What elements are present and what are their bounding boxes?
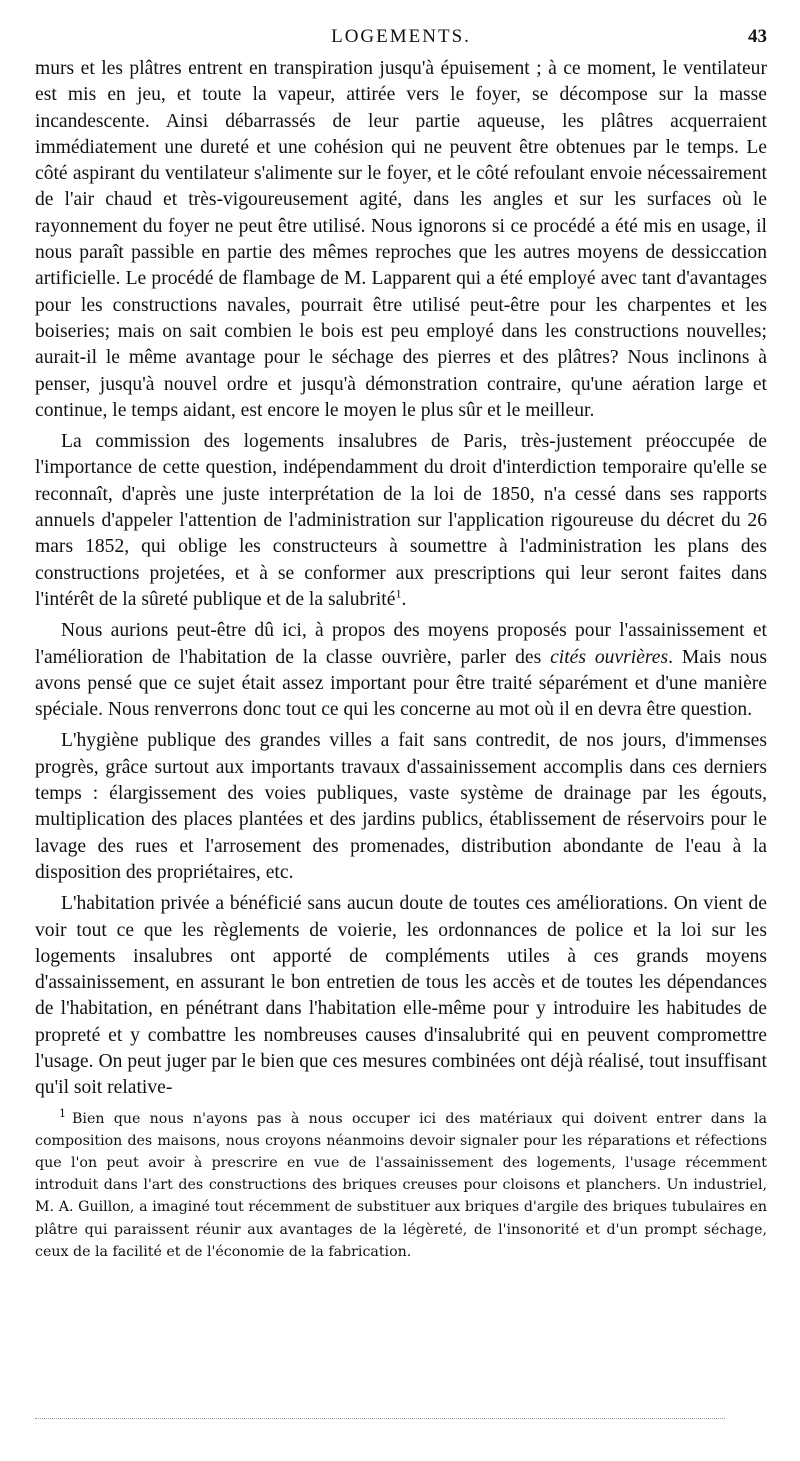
paragraph-3-end: . Mais nous avons pensé que ce sujet était assez important pour être traité séparément et d'une manière spéciale. Nous renverrons donc tout ce qui les concerne au mot où il en devra être question. <box>35 646 767 721</box>
footnote-reference: 1 <box>395 586 402 601</box>
footnote <box>35 1108 767 1263</box>
paragraph-3 <box>35 618 767 723</box>
paragraph-5: L'habitation privée a bénéficié sans aucun doute de toutes ces améliorations. On vient de voir tout ce que les règlements de voierie, les ordonnances de police et la loi sur les logements insalubres ont apporté de compléments utiles à ces grands moyens d'assainissement, en assurant le bon entretien de tous les accès et de toutes les dépendances de l'habitation, en pénétrant dans l'habitation elle-même pour y introduire les habitudes de propreté et y combattre les nombreuses causes d'insalubrité qui en peuvent compromettre l'usage. On peut juger par le bien que ces mesures combinées ont déjà réalisé, tout insuffisant qu'il soit relative- <box>35 893 767 1099</box>
paragraph-3-italic-term: cités ouvrières <box>550 646 669 668</box>
page-number: 43 <box>748 26 767 47</box>
paragraph-1: murs et les plâtres entrent en transpiration jusqu'à épuisement ; à ce moment, le ventilateur est mis en jeu, et toute la vapeur, attirée vers le foyer, se décompose sur la masse incandescente. Ainsi débarrassés de leur partie aqueuse, les plâtres acquerraient immédiatement une dureté et une cohésion qui ne peuvent être obtenues par le temps. Le côté aspirant du ventilateur s'alimente sur le foyer, et le côté refoulant envoie nécessairement de l'air chaud et très-vigoureusement agité, dans les angles et sur les surfaces où le rayonnement du foyer ne peut être utilisé. Nous ignorons si ce procédé a été mis en usage, il nous paraît passible en partie des mêmes reproches que les autres moyens de dessiccation artificielle. Le procédé de flambage de M. Lapparent qui a été employé avec tant d'avantages pour les constructions navales, pourrait être utilisé peut-être pour les charpentes et les boiseries; mais on sait combien le bois est peu employé dans les constructions nouvelles; aurait-il le même avantage pour le séchage des pierres et des plâtres? Nous inclinons à penser, jusqu'à nouvel ordre et jusqu'à démonstration contraire, qu'une aération large et continue, le temps aidant, est encore le moyen le plus sûr et le meilleur. <box>35 58 767 421</box>
page-header <box>35 26 767 56</box>
footnote-text: Bien que nous n'ayons pas à nous occuper ici des matériaux qui doivent entrer dans la composition des maisons, nous croyons néanmoins devoir signaler pour les réparations et réfections que l'on peut avoir à prescrire en vue de l'assainissement des logements, l'usage récemment introduit dans l'art des constructions des briques creuses pour cloisons et planchers. Un industriel, M. A. Guillon, a imaginé tout récemment de substituer aux briques d'argile des briques tubulaires en plâtre qui paraissent réunir aux avantages de la légèreté, de l'insonorité et d'un prompt séchage, ceux de la facilité et de l'économie de la fabrication. <box>35 1110 767 1260</box>
bottom-divider <box>35 1418 725 1419</box>
paragraph-2-text: La commission des logements insalubres de Paris, très-justement préoccupée de l'importance de cette question, indépendamment du droit d'interdiction temporaire qu'elle se reconnaît, d'après une juste interprétation de la loi de 1850, n'a cessé dans ses rapports annuels d'appeler l'attention de l'administration sur l'application rigoureuse du décret du 26 mars 1852, qui oblige les constructeurs à soumettre à l'administration les plans des constructions projetées, et à se conformer aux prescriptions qui leur seront faites dans l'intérêt de la sûreté publique et de la salubrité <box>35 431 767 610</box>
book-page <box>35 26 767 1263</box>
running-title: LOGEMENTS. <box>331 26 471 47</box>
paragraph-3-text: Nous aurions peut-être dû ici, à propos des moyens proposés pour l'assainissement et l'amélioration de l'habitation de la classe ouvrière, parler des <box>35 620 767 668</box>
footnote-mark: 1 <box>59 1106 66 1120</box>
paragraph-2-end: . <box>401 588 407 610</box>
body-text <box>35 56 767 1102</box>
paragraph-4: L'hygiène publique des grandes villes a fait sans contredit, de nos jours, d'immenses progrès, grâce surtout aux importants travaux d'assainissement accomplis dans ces derniers temps : élargissement des voies publiques, vaste système de drainage par les égouts, multiplication des places plantées et des jardins publics, établissement de réservoirs pour le lavage des rues et l'arrosement des promenades, distribution abondante de l'eau à la disposition des propriétaires, etc. <box>35 730 767 883</box>
paragraph-2 <box>35 429 767 613</box>
